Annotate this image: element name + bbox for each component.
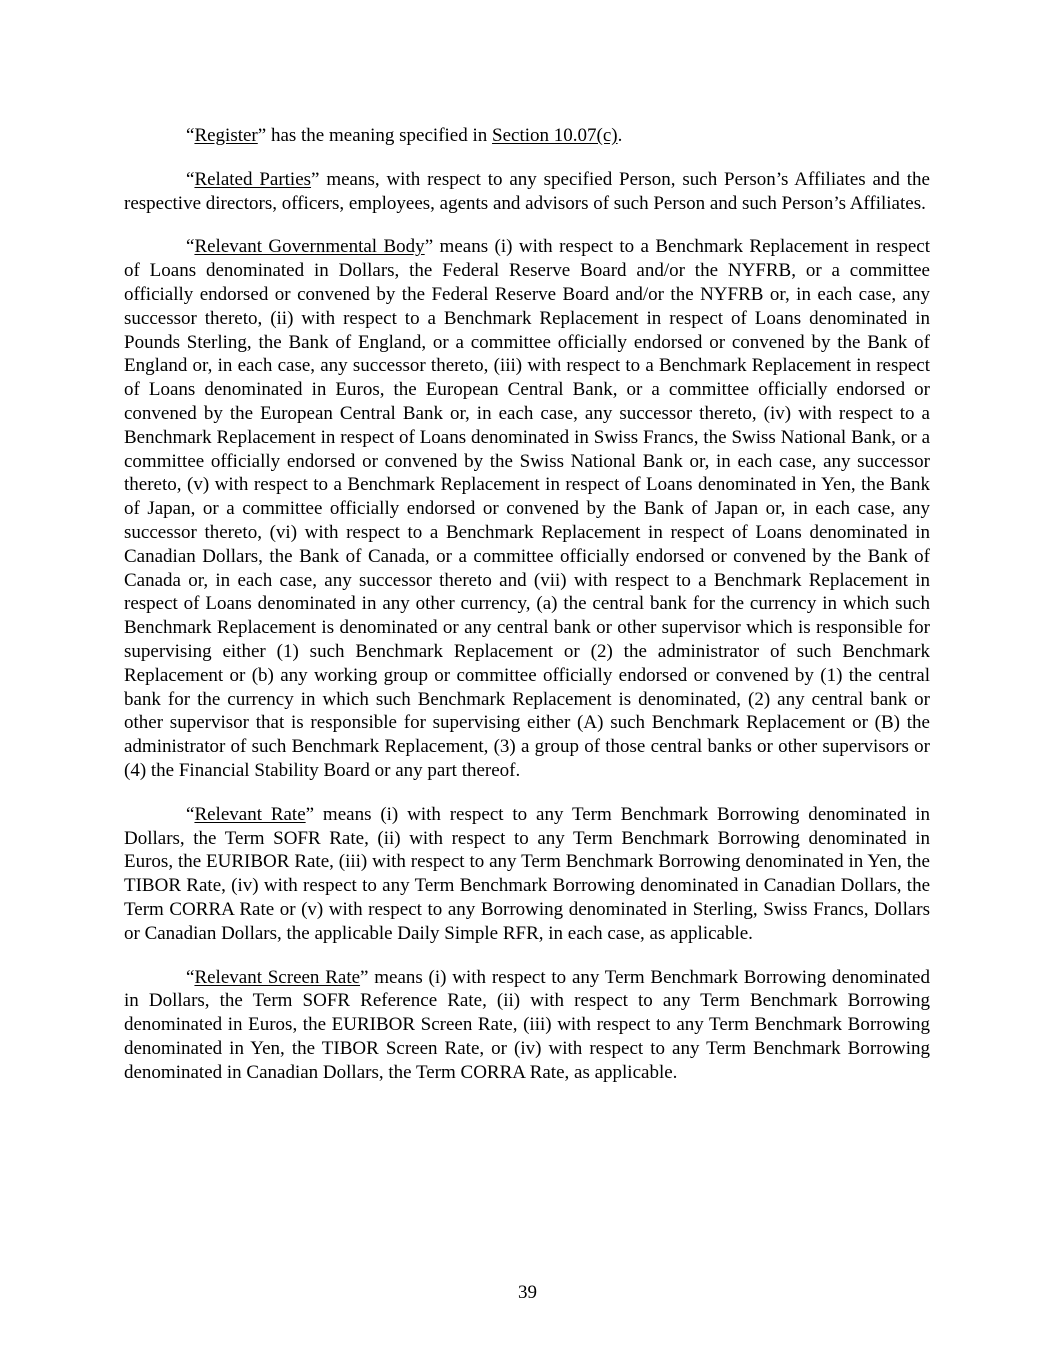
definition-text: means (i) with respect to a Benchmark Replacement in respect of Loans denominated in Dollars, the Federal Reserve Board and/or the NYFRB, or a committee officially endorsed or convened by the Federal Reserve Board and/or the NYFRB or, in each case, any successor thereto, (ii) with respect to a Benchmark Replacement in respect of Loans denominated in Pounds Sterling, the Bank of England, or a committee officially endorsed or convened by the Bank of England or, in each case, any successor thereto, (iii) with respect to a Benchmark Replacement in respect of Loans denominated in Euros, the European Central Bank, or a committee officially endorsed or convened by the European Central Bank or, in each case, any successor thereto, (iv) with respect to a Benchmark Replacement in respect of Loans denominated in Swiss Francs, the Swiss National Bank, or a committee officially endorsed or convened by the Swiss National Bank or, in each case, any successor thereto, (v) with respect to a Benchmark Replacement in respect of Loans denominated in Yen, the Bank of Japan, or a committee officially endorsed or convened by the Bank of Japan or, in each case, any successor thereto, (vi) with respect to a Benchmark Replacement in respect of Loans denominated in Canadian Dollars, the Bank of Canada, or a committee officially endorsed or convened by the Bank of Canada or, in each case, any successor thereto and (vii) with respect to a Benchmark Replacement in respect of Loans denominated in any other currency, (a) the central bank for the currency in which such Benchmark Replacement is denominated or any central bank or other supervisor which is responsible for supervising either (1) such Benchmark Replacement or (2) the administrator of such Benchmark Replacement or (b) any working group or committee officially endorsed or convened by (1) the central bank for the currency in which such Benchmark Replacement is denominated, (2) any central bank or other supervisor that is responsible for supervising either (A) such Benchmark Replacement or (B) the administrator of such Benchmark Replacement, (3) a group of those central banks or other supervisors or (4) the Financial Stability Board or any part thereof. [124, 236, 931, 781]
definition-text: means (i) with respect to any Term Benchmark Borrowing denominated in Dollars, the Term SOFR Rate, (ii) with respect to any Term Benchmark Borrowing denominated in Euros, the EURIBOR Rate, (iii) with respect to any Term Benchmark Borrowing denominated in Yen, the TIBOR Rate, (iv) with respect to any Term Benchmark Borrowing denominated in Canadian Dollars, the Term CORRA Rate or (v) with respect to any Borrowing denominated in Sterling, Swiss Francs, Dollars or Canadian Dollars, the applicable Daily Simple RFR, in each case, as applicable. [124, 803, 930, 944]
open-quote: “ [186, 236, 195, 258]
open-quote: “ [186, 966, 195, 988]
definition-relevant-rate [124, 803, 930, 946]
close-quote: ” [424, 236, 434, 258]
close-quote: ” [305, 803, 315, 825]
open-quote: “ [186, 803, 195, 825]
defined-term: Relevant Screen Rate [194, 966, 361, 988]
definition-related-parties [124, 168, 930, 216]
definition-relevant-screen-rate [124, 966, 930, 1085]
definition-tail: . [617, 125, 623, 146]
defined-term: Register [194, 125, 258, 146]
definition-register [124, 124, 930, 148]
close-quote: ” [360, 966, 369, 988]
defined-term: Relevant Rate [194, 803, 306, 825]
document-page [124, 124, 930, 1084]
definition-relevant-governmental-body [124, 235, 930, 782]
open-quote: “ [186, 125, 195, 146]
page-number: 39 [518, 1282, 537, 1303]
open-quote: “ [186, 168, 195, 190]
defined-term: Relevant Governmental Body [194, 236, 425, 258]
definition-text: has the meaning specified in [266, 125, 493, 146]
close-quote: ” [311, 168, 320, 190]
close-quote: ” [257, 125, 267, 146]
definition-text: means, with respect to any specified Person, such Person’s Affiliates and the respective directors, officers, employees, agents and advisors of such Person and such Person’s Affiliates. [124, 168, 930, 214]
definition-text: means (i) with respect to any Term Benchmark Borrowing denominated in Dollars, the Term SOFR Reference Rate, (ii) with respect to any Term Benchmark Borrowing denominated in Euros, the EURIBOR Screen Rate, (iii) with respect to any Term Benchmark Borrowing denominated in Yen, the TIBOR Screen Rate, or (iv) with respect to any Term Benchmark Borrowing denominated in Canadian Dollars, the Term CORRA Rate, as applicable. [124, 966, 930, 1083]
defined-term: Related Parties [194, 168, 312, 190]
section-reference-link[interactable]: Section 10.07(c) [492, 125, 618, 146]
